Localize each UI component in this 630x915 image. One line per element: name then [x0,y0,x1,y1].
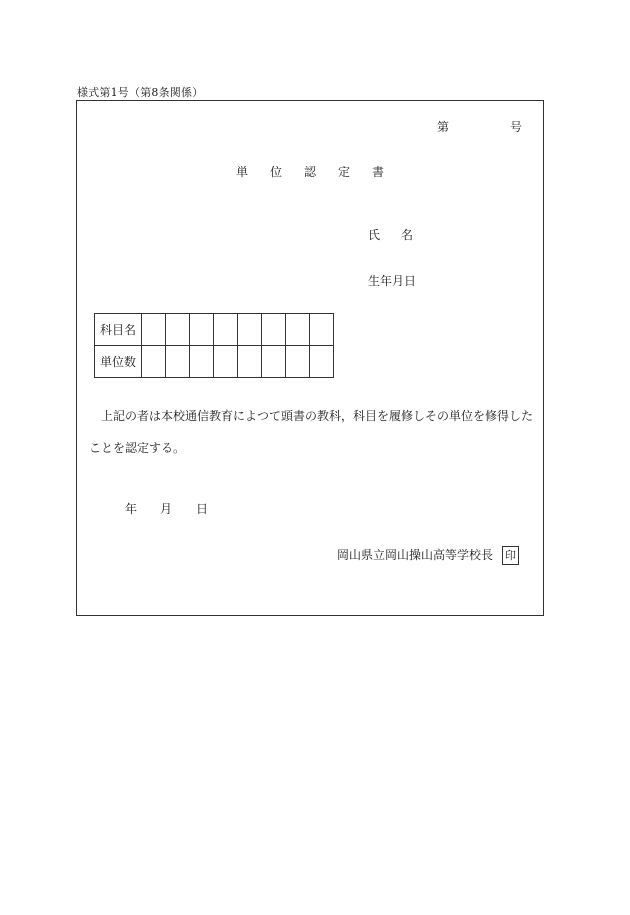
subject-name-label: 科目名 [95,314,142,346]
issuer-name: 岡山県立岡山操山高等学校長 [337,548,494,562]
credit-cell [142,346,166,378]
title-char-4: 定 [338,165,351,179]
credit-cell [166,346,190,378]
title-char-3: 認 [304,165,317,179]
name-label-1: 氏 [368,228,381,242]
title-char-5: 書 [372,165,385,179]
subject-cell [142,314,166,346]
credit-cell [190,346,214,378]
credit-cell [310,346,334,378]
name-label-2: 名 [401,228,414,242]
subject-credit-table [94,313,334,378]
subject-cell [310,314,334,346]
subject-cell [238,314,262,346]
issuer-line [337,546,519,565]
subject-cell [214,314,238,346]
body-text-line-1: 上記の者は本校通信教育によつて頭書の教科，科目を履修しその単位を修得した [101,409,534,423]
subject-cell [190,314,214,346]
date-day-label: 日 [196,502,209,516]
form-label: 様式第1号（第8条関係） [77,86,204,99]
credit-cell [286,346,310,378]
date-year-label: 年 [125,502,138,516]
credit-cell [262,346,286,378]
subject-row [95,314,334,346]
birthdate-label: 生年月日 [368,274,417,288]
credit-cell [238,346,262,378]
title-char-2: 位 [270,165,283,179]
body-text-line-2: ことを認定する。 [89,441,186,455]
subject-cell [166,314,190,346]
credit-row [95,346,334,378]
credit-cell [214,346,238,378]
subject-cell [286,314,310,346]
seal-mark: 印 [502,546,519,565]
number-prefix: 第 [437,120,450,134]
subject-cell [262,314,286,346]
credit-count-label: 単位数 [95,346,142,378]
title-char-1: 単 [236,165,249,179]
date-month-label: 月 [160,502,173,516]
number-suffix: 号 [510,120,523,134]
